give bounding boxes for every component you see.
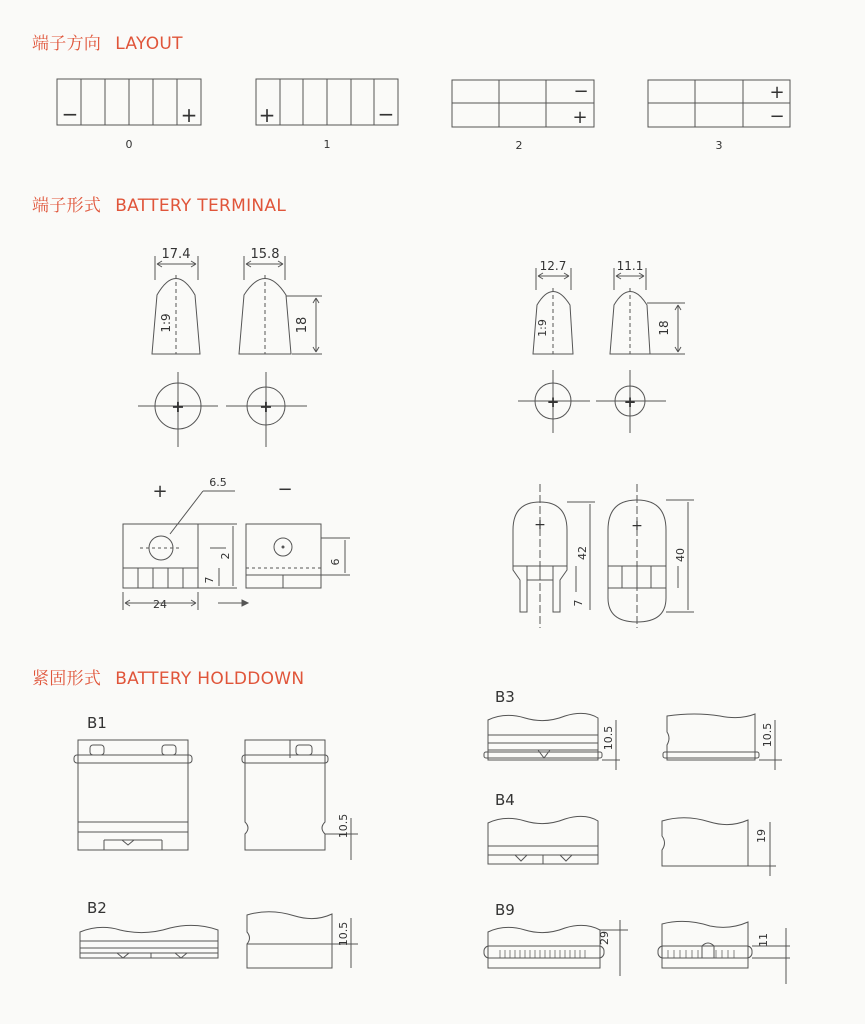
small-pos-width-label: 12.7 [539,259,567,273]
small-negative-post [610,259,685,354]
layout-diagram-2 [452,80,594,152]
layout-3-bottom-symbol: − [769,106,785,127]
large-pos-plus: + [171,397,185,416]
layout-2-top-symbol: − [573,81,589,102]
flat-height-a-label: 42 [576,546,589,560]
side-width-label: 24 [153,598,167,611]
holddown-b9-side [658,921,790,984]
side-terminal-positive [123,476,293,611]
side-hole-label: 6.5 [209,476,227,489]
b9-label: B9 [495,901,515,919]
holddown-b2-side [247,912,358,968]
holddown-b3-side [663,714,782,770]
large-height-label: 18 [295,316,310,334]
terminal-heading-zh: 端子形式 [32,196,102,216]
b9-dim1-label: 29 [598,931,611,945]
flat-height-c-label: 7 [572,599,585,607]
small-pos-plus: + [546,393,560,411]
small-positive-post [533,259,573,354]
small-post-top-views [518,370,666,433]
b3-label: B3 [495,688,515,706]
side-positive-symbol: + [152,481,168,502]
side-h2-label: 2 [219,552,232,560]
holddown-b4-side [662,818,776,876]
holddown-heading-en: BATTERY HOLDDOWN [115,669,305,689]
b2-dim-label: 10.5 [337,921,350,947]
side-negative-symbol: − [277,479,293,500]
layout-diagram-0 [57,79,201,151]
large-pos-width-label: 17.4 [161,247,191,262]
flat-terminal-left [513,484,595,628]
side-terminal-negative [246,524,350,588]
b3-dim2-label: 10.5 [761,722,774,748]
layout-diagram-1 [256,79,398,151]
large-negative-post [239,247,322,354]
holddown-b4 [488,791,598,864]
layout-1-left-symbol: + [258,103,276,127]
side-h3-label: 6 [329,558,342,566]
layout-heading-zh: 端子方向 [32,34,102,54]
side-h1-label: 7 [203,576,216,584]
small-neg-width-label: 11.1 [616,259,644,273]
small-pos-taper-label: 1:9 [536,319,549,337]
layout-1-right-symbol: − [377,102,395,126]
layout-0-code: 0 [125,138,133,151]
layout-1-code: 1 [323,138,331,151]
holddown-b1-side [242,740,358,860]
b4-dim-label: 19 [755,829,768,843]
layout-diagram-3 [648,80,790,152]
large-neg-plus: + [259,397,273,416]
holddown-heading-zh: 紧固形式 [32,669,102,689]
b2-label: B2 [87,899,107,917]
layout-heading-en: LAYOUT [115,34,183,54]
layout-2-code: 2 [515,139,523,152]
b1-label: B1 [87,714,107,732]
b1-dim-label: 10.5 [337,813,350,839]
large-post-top-views [138,372,307,447]
layout-2-bottom-symbol: + [572,107,588,128]
large-neg-width-label: 15.8 [250,247,280,262]
small-height-label: 18 [657,320,671,336]
flat-right-plus: + [631,518,643,534]
small-neg-plus: + [623,393,637,411]
flat-left-plus: + [534,517,546,533]
large-positive-post [152,247,200,354]
flat-height-b-label: 40 [674,548,687,562]
holddown-b3 [484,688,620,770]
large-pos-taper-label: 1:9 [159,313,173,333]
holddown-b2 [80,899,218,958]
layout-0-right-symbol: + [180,103,198,127]
layout-3-top-symbol: + [769,82,785,103]
holddown-b1 [74,714,192,850]
holddown-b9 [484,901,628,976]
terminal-heading-en: BATTERY TERMINAL [115,196,287,216]
flat-terminal-right [608,484,694,628]
layout-3-code: 3 [715,139,723,152]
layout-0-left-symbol: − [61,102,79,126]
b4-label: B4 [495,791,515,809]
b3-dim1-label: 10.5 [602,725,615,751]
b9-dim2-label: 11 [757,933,770,947]
